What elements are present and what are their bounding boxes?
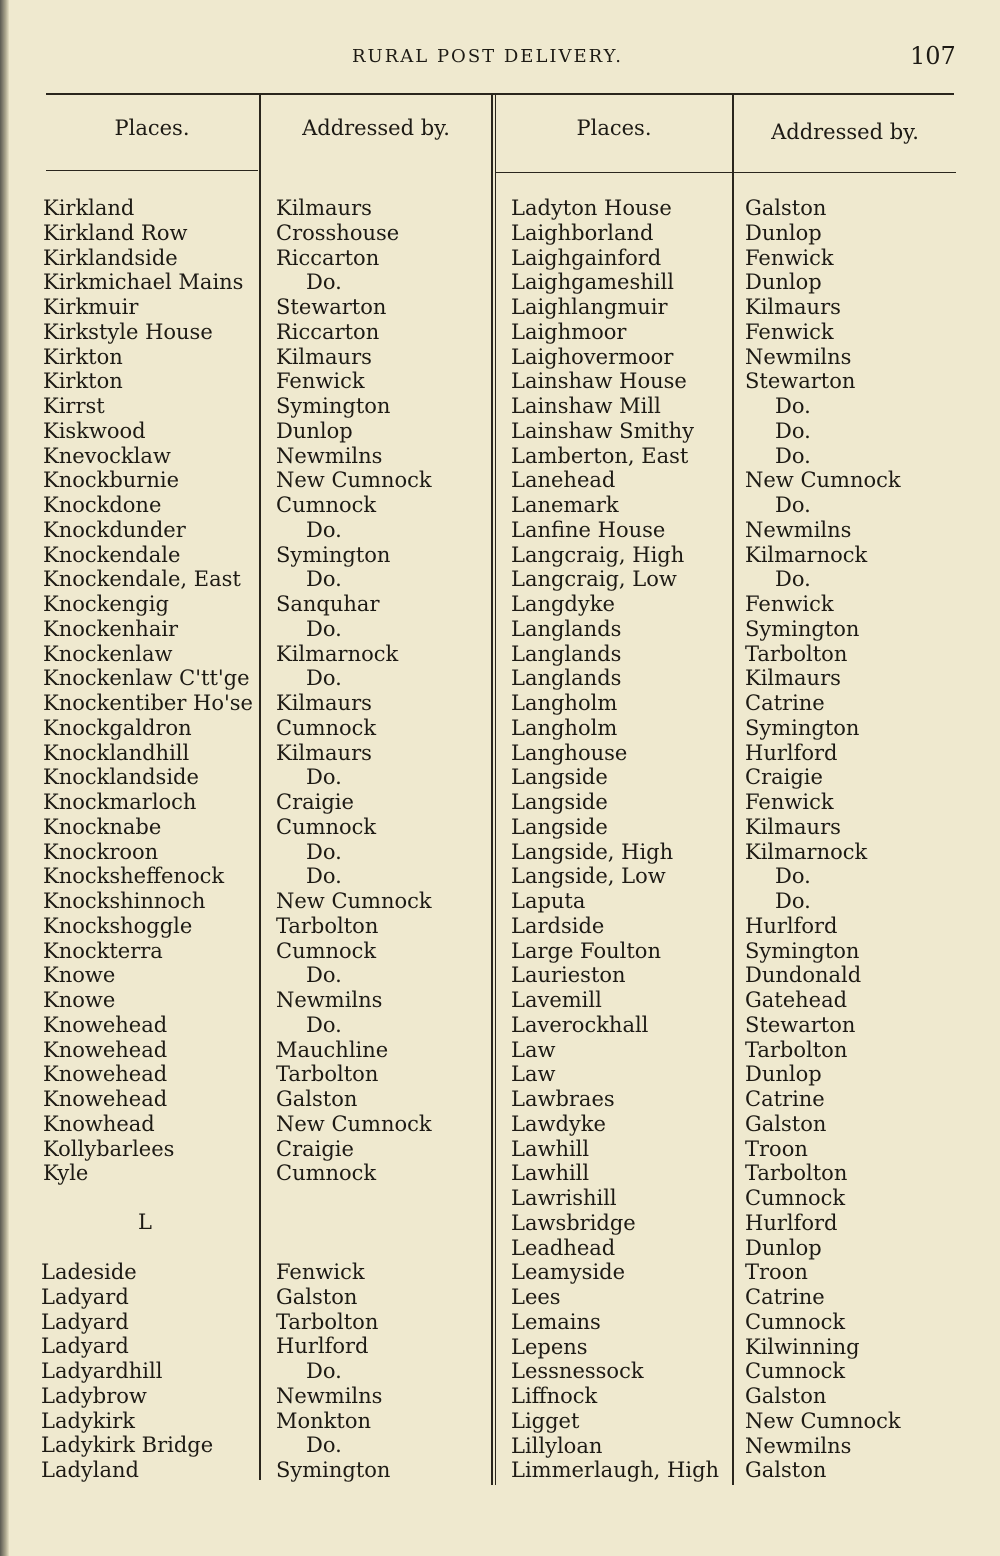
- running-head: [0, 42, 1000, 72]
- place-entry: Lillyloan: [511, 1433, 603, 1458]
- addressed-by-entry: Hurlford: [745, 913, 838, 938]
- place-entry: Knockterra: [43, 938, 163, 963]
- place-entry: Knockshoggle: [43, 913, 193, 938]
- place-entry: Lawbraes: [511, 1087, 615, 1111]
- place-entry: Ladykirk: [41, 1408, 135, 1433]
- place-entry: Laurieston: [511, 963, 626, 988]
- place-entry: Kyle: [43, 1161, 89, 1186]
- place-entry: Ladykirk Bridge: [41, 1433, 214, 1458]
- right-addressed-header: Addressed by.: [771, 120, 919, 144]
- addressed-by-entry: Do.: [775, 493, 811, 517]
- addressed-by-entry: Kilmaurs: [745, 814, 841, 839]
- place-entry: Knockdone: [43, 493, 162, 517]
- place-entry: Knockburnie: [43, 468, 180, 493]
- place-entry: Langcraig, High: [511, 542, 685, 567]
- addressed-by-entry: Tarbolton: [745, 641, 848, 666]
- addressed-by-entry: Do.: [306, 616, 342, 641]
- place-entry: Knowe: [43, 988, 116, 1012]
- addressed-by-entry: Galston: [276, 1284, 358, 1309]
- place-entry: Laighmoor: [511, 319, 627, 344]
- addressed-by-entry: Cumnock: [745, 1186, 846, 1210]
- place-entry: Knowhead: [43, 1111, 155, 1136]
- addressed-by-entry: Do.: [306, 765, 342, 790]
- header-rule-left: [46, 170, 258, 171]
- place-entry: Ladeside: [41, 1260, 137, 1284]
- place-entry: Ladyton House: [511, 196, 672, 220]
- place-entry: Kollybarlees: [43, 1136, 175, 1161]
- right-places-list: [511, 196, 719, 1483]
- place-entry: Langside: [511, 790, 608, 814]
- addressed-by-entry: Kilmaurs: [276, 740, 372, 765]
- place-entry: Langholm: [511, 691, 618, 715]
- place-entry: Kirkmuir: [43, 295, 139, 319]
- addressed-by-entry: Tarbolton: [745, 1161, 848, 1186]
- addressed-by-entry: Cumnock: [276, 1161, 377, 1186]
- addressed-by-entry: Fenwick: [745, 245, 834, 270]
- addressed-by-entry: Do.: [306, 839, 342, 864]
- addressed-by-entry: Craigie: [276, 790, 354, 814]
- addressed-by-entry: Monkton: [276, 1408, 372, 1433]
- left-addressed-l-list: [276, 1260, 390, 1483]
- place-entry: Knowehead: [43, 1012, 168, 1037]
- addressed-by-entry: Do.: [306, 567, 342, 592]
- addressed-by-entry: Newmilns: [745, 517, 852, 542]
- place-entry: Lanfine House: [511, 517, 666, 542]
- left-places-header: Places.: [114, 116, 190, 140]
- addressed-by-entry: Catrine: [745, 691, 825, 715]
- place-entry: Langdyke: [511, 592, 615, 616]
- top-rule: [46, 93, 954, 95]
- addressed-by-entry: New Cumnock: [745, 1408, 901, 1433]
- place-entry: Langside, High: [511, 839, 674, 864]
- addressed-by-entry: Craigie: [276, 1136, 354, 1161]
- addressed-by-entry: Kilmarnock: [745, 839, 868, 864]
- right-addressed-list: [745, 196, 901, 1483]
- addressed-by-entry: Cumnock: [745, 1309, 846, 1334]
- place-entry: Knockenlaw C'tt'ge: [43, 666, 250, 691]
- place-entry: Kirrst: [43, 394, 105, 418]
- addressed-by-entry: Do.: [775, 864, 811, 889]
- place-entry: Laverockhall: [511, 1012, 649, 1037]
- addressed-by-entry: Catrine: [745, 1087, 825, 1111]
- addressed-by-entry: Do.: [306, 666, 342, 691]
- place-entry: Kiskwood: [43, 418, 146, 443]
- addressed-by-entry: Symington: [276, 1458, 391, 1482]
- addressed-by-entry: Newmilns: [276, 443, 383, 468]
- place-entry: Knowehead: [43, 1062, 168, 1087]
- addressed-by-entry: Galston: [276, 1087, 358, 1111]
- addressed-by-entry: Newmilns: [276, 988, 383, 1012]
- addressed-by-entry: Cumnock: [276, 493, 377, 517]
- addressed-by-entry: Do.: [306, 1012, 342, 1037]
- page-number: 107: [910, 42, 956, 70]
- addressed-by-entry: Newmilns: [745, 344, 852, 369]
- place-entry: Knocknabe: [43, 814, 162, 839]
- place-entry: Ladyard: [41, 1284, 129, 1309]
- place-entry: Langside, Low: [511, 864, 666, 889]
- place-entry: Knockendale, East: [43, 567, 241, 592]
- place-entry: Knowehead: [43, 1037, 168, 1062]
- place-entry: Kirkmichael Mains: [43, 270, 244, 295]
- addressed-by-entry: Galston: [745, 196, 827, 220]
- addressed-by-entry: Stewarton: [745, 369, 856, 394]
- place-entry: Lawhill: [511, 1136, 590, 1161]
- addressed-by-entry: Kilwinning: [745, 1334, 860, 1359]
- addressed-by-entry: New Cumnock: [276, 889, 432, 913]
- place-entry: Lainshaw Mill: [511, 394, 661, 418]
- addressed-by-entry: Dunlop: [745, 270, 822, 295]
- addressed-by-entry: Do.: [306, 517, 342, 542]
- place-entry: Laighlangmuir: [511, 295, 668, 319]
- addressed-by-entry: Dunlop: [745, 220, 822, 245]
- place-entry: Kirkstyle House: [43, 319, 213, 344]
- place-entry: Leadhead: [511, 1235, 616, 1260]
- addressed-by-entry: Fenwick: [745, 319, 834, 344]
- place-entry: Lees: [511, 1285, 561, 1309]
- place-entry: Lemains: [511, 1309, 601, 1334]
- left-addressed-header: Addressed by.: [302, 116, 450, 140]
- place-entry: Lawrishill: [511, 1186, 617, 1210]
- place-entry: Knocksheffenock: [43, 864, 225, 889]
- addressed-by-entry: Fenwick: [745, 592, 834, 616]
- place-entry: Lawhill: [511, 1161, 590, 1186]
- addressed-by-entry: Riccarton: [276, 319, 380, 344]
- place-entry: Large Foulton: [511, 938, 661, 963]
- place-entry: Ladyland: [41, 1458, 139, 1482]
- place-entry: Lardside: [511, 913, 605, 938]
- addressed-by-entry: New Cumnock: [745, 468, 901, 493]
- place-entry: Ligget: [511, 1408, 580, 1433]
- addressed-by-entry: Fenwick: [276, 1260, 365, 1284]
- place-entry: Law: [511, 1062, 556, 1087]
- addressed-by-entry: Dundonald: [745, 963, 862, 988]
- addressed-by-entry: Sanquhar: [276, 592, 380, 616]
- addressed-by-entry: Craigie: [745, 765, 823, 790]
- addressed-by-entry: Mauchline: [276, 1037, 389, 1062]
- addressed-by-entry: Dunlop: [745, 1235, 822, 1260]
- place-entry: Limmerlaugh, High: [511, 1458, 720, 1483]
- addressed-by-entry: Do.: [306, 864, 342, 889]
- addressed-by-entry: Do.: [775, 567, 811, 592]
- place-entry: Langhouse: [511, 740, 628, 765]
- addressed-by-entry: Kilmarnock: [745, 542, 868, 567]
- column-divider-center-a: [491, 95, 493, 1485]
- addressed-by-entry: Galston: [745, 1111, 827, 1136]
- addressed-by-entry: Newmilns: [745, 1433, 852, 1458]
- addressed-by-entry: Symington: [276, 394, 391, 418]
- place-entry: Langcraig, Low: [511, 567, 677, 592]
- addressed-by-entry: Tarbolton: [276, 1309, 379, 1334]
- addressed-by-entry: Kilmaurs: [276, 196, 372, 220]
- addressed-by-entry: Hurlford: [745, 740, 838, 765]
- column-divider-3: [732, 95, 734, 1485]
- left-places-l-list: [41, 1260, 213, 1483]
- addressed-by-entry: Do.: [306, 963, 342, 988]
- addressed-by-entry: Do.: [775, 443, 811, 468]
- addressed-by-entry: Cumnock: [276, 814, 377, 839]
- page-binding-edge: [0, 0, 9, 1556]
- place-entry: Kirklandside: [43, 245, 178, 270]
- addressed-by-entry: Troon: [745, 1260, 808, 1285]
- place-entry: Laighgainford: [511, 245, 662, 270]
- addressed-by-entry: Fenwick: [276, 369, 365, 394]
- place-entry: Knockroon: [43, 839, 159, 864]
- place-entry: Laighgameshill: [511, 270, 674, 295]
- addressed-by-entry: Fenwick: [745, 790, 834, 814]
- place-entry: Lawsbridge: [511, 1210, 636, 1235]
- addressed-by-entry: Gatehead: [745, 988, 848, 1012]
- place-entry: Laighborland: [511, 220, 654, 245]
- place-entry: Langlands: [511, 641, 622, 666]
- addressed-by-entry: Troon: [745, 1136, 808, 1161]
- left-addressed-list: [276, 196, 432, 1186]
- place-entry: Knockengig: [43, 592, 169, 616]
- addressed-by-entry: Symington: [745, 938, 860, 963]
- place-entry: Langside: [511, 814, 608, 839]
- place-entry: Lavemill: [511, 988, 602, 1012]
- addressed-by-entry: Dunlop: [276, 418, 353, 443]
- addressed-by-entry: Hurlford: [745, 1210, 838, 1235]
- addressed-by-entry: Kilmaurs: [745, 666, 841, 691]
- place-entry: Kirkton: [43, 344, 123, 369]
- addressed-by-entry: Kilmaurs: [276, 344, 372, 369]
- addressed-by-entry: Tarbolton: [745, 1037, 848, 1062]
- place-entry: Knocklandside: [43, 765, 199, 790]
- right-places-header: Places.: [576, 116, 652, 140]
- addressed-by-entry: Symington: [745, 616, 860, 641]
- addressed-by-entry: Tarbolton: [276, 913, 379, 938]
- addressed-by-entry: Symington: [745, 715, 860, 740]
- place-entry: Knockmarloch: [43, 790, 197, 814]
- place-entry: Knockenhair: [43, 616, 179, 641]
- addressed-by-entry: Do.: [306, 270, 342, 295]
- addressed-by-entry: Kilmaurs: [276, 691, 372, 715]
- addressed-by-entry: Symington: [276, 542, 391, 567]
- header-rule-right: [496, 172, 956, 173]
- page-title: RURAL POST DELIVERY.: [352, 46, 623, 67]
- addressed-by-entry: Galston: [745, 1384, 827, 1408]
- place-entry: Langlands: [511, 666, 622, 691]
- place-entry: Knocklandhill: [43, 740, 190, 765]
- place-entry: Langside: [511, 765, 608, 790]
- left-places-list: [43, 196, 253, 1186]
- addressed-by-entry: Do.: [306, 1433, 342, 1458]
- addressed-by-entry: Cumnock: [745, 1359, 846, 1384]
- place-entry: Lepens: [511, 1334, 588, 1359]
- addressed-by-entry: Stewarton: [276, 295, 387, 319]
- place-entry: Ladybrow: [41, 1383, 147, 1408]
- place-entry: Knevocklaw: [43, 443, 171, 468]
- addressed-by-entry: Tarbolton: [276, 1062, 379, 1087]
- place-entry: Knockendale: [43, 542, 181, 567]
- addressed-by-entry: Crosshouse: [276, 220, 400, 245]
- addressed-by-entry: New Cumnock: [276, 1111, 432, 1136]
- place-entry: Knockenlaw: [43, 641, 173, 666]
- place-entry: Kirkland: [43, 196, 135, 220]
- addressed-by-entry: Kilmarnock: [276, 641, 399, 666]
- place-entry: Law: [511, 1037, 556, 1062]
- place-entry: Knockshinnoch: [43, 889, 206, 913]
- place-entry: Kirkton: [43, 369, 123, 394]
- place-entry: Knowehead: [43, 1087, 168, 1111]
- addressed-by-entry: Cumnock: [276, 715, 377, 740]
- place-entry: Lainshaw House: [511, 369, 687, 394]
- place-entry: Knowe: [43, 963, 116, 988]
- place-entry: Leamyside: [511, 1260, 626, 1285]
- place-entry: Langlands: [511, 616, 622, 641]
- column-divider-center-b: [495, 95, 496, 1485]
- place-entry: Knockentiber Ho'se: [43, 691, 253, 715]
- addressed-by-entry: Do.: [306, 1359, 342, 1383]
- addressed-by-entry: Riccarton: [276, 245, 380, 270]
- place-entry: Knockdunder: [43, 517, 186, 542]
- addressed-by-entry: Hurlford: [276, 1334, 369, 1359]
- place-entry: Liffnock: [511, 1384, 598, 1408]
- place-entry: Langholm: [511, 715, 618, 740]
- addressed-by-entry: Catrine: [745, 1285, 825, 1309]
- addressed-by-entry: New Cumnock: [276, 468, 432, 493]
- place-entry: Lawdyke: [511, 1111, 606, 1136]
- place-entry: Lamberton, East: [511, 443, 689, 468]
- section-letter-l: L: [138, 1210, 152, 1234]
- addressed-by-entry: Newmilns: [276, 1383, 383, 1408]
- addressed-by-entry: Dunlop: [745, 1062, 822, 1087]
- place-entry: Lanehead: [511, 468, 616, 493]
- place-entry: Ladyardhill: [41, 1359, 163, 1383]
- addressed-by-entry: Do.: [775, 889, 811, 913]
- addressed-by-entry: Galston: [745, 1458, 827, 1483]
- place-entry: Laputa: [511, 889, 586, 913]
- place-entry: Lanemark: [511, 493, 619, 517]
- addressed-by-entry: Cumnock: [276, 938, 377, 963]
- column-divider-1: [259, 95, 261, 1480]
- place-entry: Lessnessock: [511, 1359, 644, 1384]
- place-entry: Kirkland Row: [43, 220, 188, 245]
- place-entry: Laighovermoor: [511, 344, 674, 369]
- place-entry: Ladyard: [41, 1309, 129, 1334]
- addressed-by-entry: Do.: [775, 418, 811, 443]
- place-entry: Knockgaldron: [43, 715, 192, 740]
- addressed-by-entry: Stewarton: [745, 1012, 856, 1037]
- addressed-by-entry: Kilmaurs: [745, 295, 841, 319]
- place-entry: Lainshaw Smithy: [511, 418, 695, 443]
- place-entry: Ladyard: [41, 1334, 129, 1359]
- addressed-by-entry: Do.: [775, 394, 811, 418]
